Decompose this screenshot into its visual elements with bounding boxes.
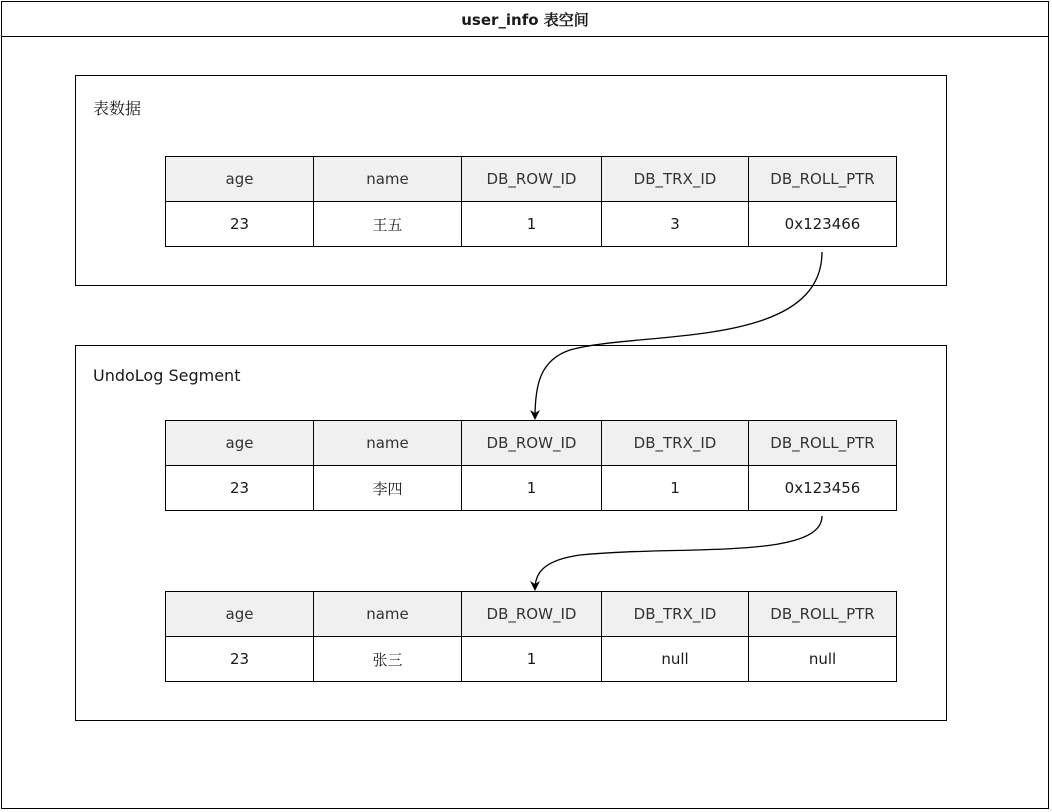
header-db-row-id: DB_ROW_ID [462, 157, 602, 202]
header-age: age [166, 592, 314, 637]
cell-db-trx-id: 3 [602, 202, 749, 247]
undo-record-table-1 [165, 420, 897, 511]
header-db-roll-ptr: DB_ROLL_PTR [749, 592, 897, 637]
cell-age: 23 [166, 637, 314, 682]
cell-db-trx-id: 1 [602, 466, 749, 511]
cell-db-row-id: 1 [462, 202, 602, 247]
undolog-label: UndoLog Segment [93, 366, 241, 385]
cell-age: 23 [166, 202, 314, 247]
header-name: name [314, 592, 462, 637]
cell-name: 王五 [314, 202, 462, 247]
table-row [166, 637, 897, 682]
cell-db-roll-ptr: 0x123456 [749, 466, 897, 511]
cell-db-row-id: 1 [462, 637, 602, 682]
cell-db-row-id: 1 [462, 466, 602, 511]
tablespace-title: user_info 表空间 [2, 2, 1048, 37]
undo-record-table-2 [165, 591, 897, 682]
current-row-table [165, 156, 897, 247]
header-db-trx-id: DB_TRX_ID [602, 157, 749, 202]
table-data-label: 表数据 [93, 99, 142, 118]
table-row [166, 466, 897, 511]
header-db-roll-ptr: DB_ROLL_PTR [749, 421, 897, 466]
table-row [166, 202, 897, 247]
cell-age: 23 [166, 466, 314, 511]
cell-name: 张三 [314, 637, 462, 682]
cell-db-roll-ptr: null [749, 637, 897, 682]
header-db-trx-id: DB_TRX_ID [602, 592, 749, 637]
table-header-row [166, 592, 897, 637]
cell-name: 李四 [314, 466, 462, 511]
header-age: age [166, 421, 314, 466]
header-db-roll-ptr: DB_ROLL_PTR [749, 157, 897, 202]
cell-db-roll-ptr: 0x123466 [749, 202, 897, 247]
cell-db-trx-id: null [602, 637, 749, 682]
header-db-row-id: DB_ROW_ID [462, 592, 602, 637]
header-db-trx-id: DB_TRX_ID [602, 421, 749, 466]
header-age: age [166, 157, 314, 202]
header-db-row-id: DB_ROW_ID [462, 421, 602, 466]
header-name: name [314, 157, 462, 202]
table-header-row [166, 421, 897, 466]
header-name: name [314, 421, 462, 466]
table-header-row [166, 157, 897, 202]
